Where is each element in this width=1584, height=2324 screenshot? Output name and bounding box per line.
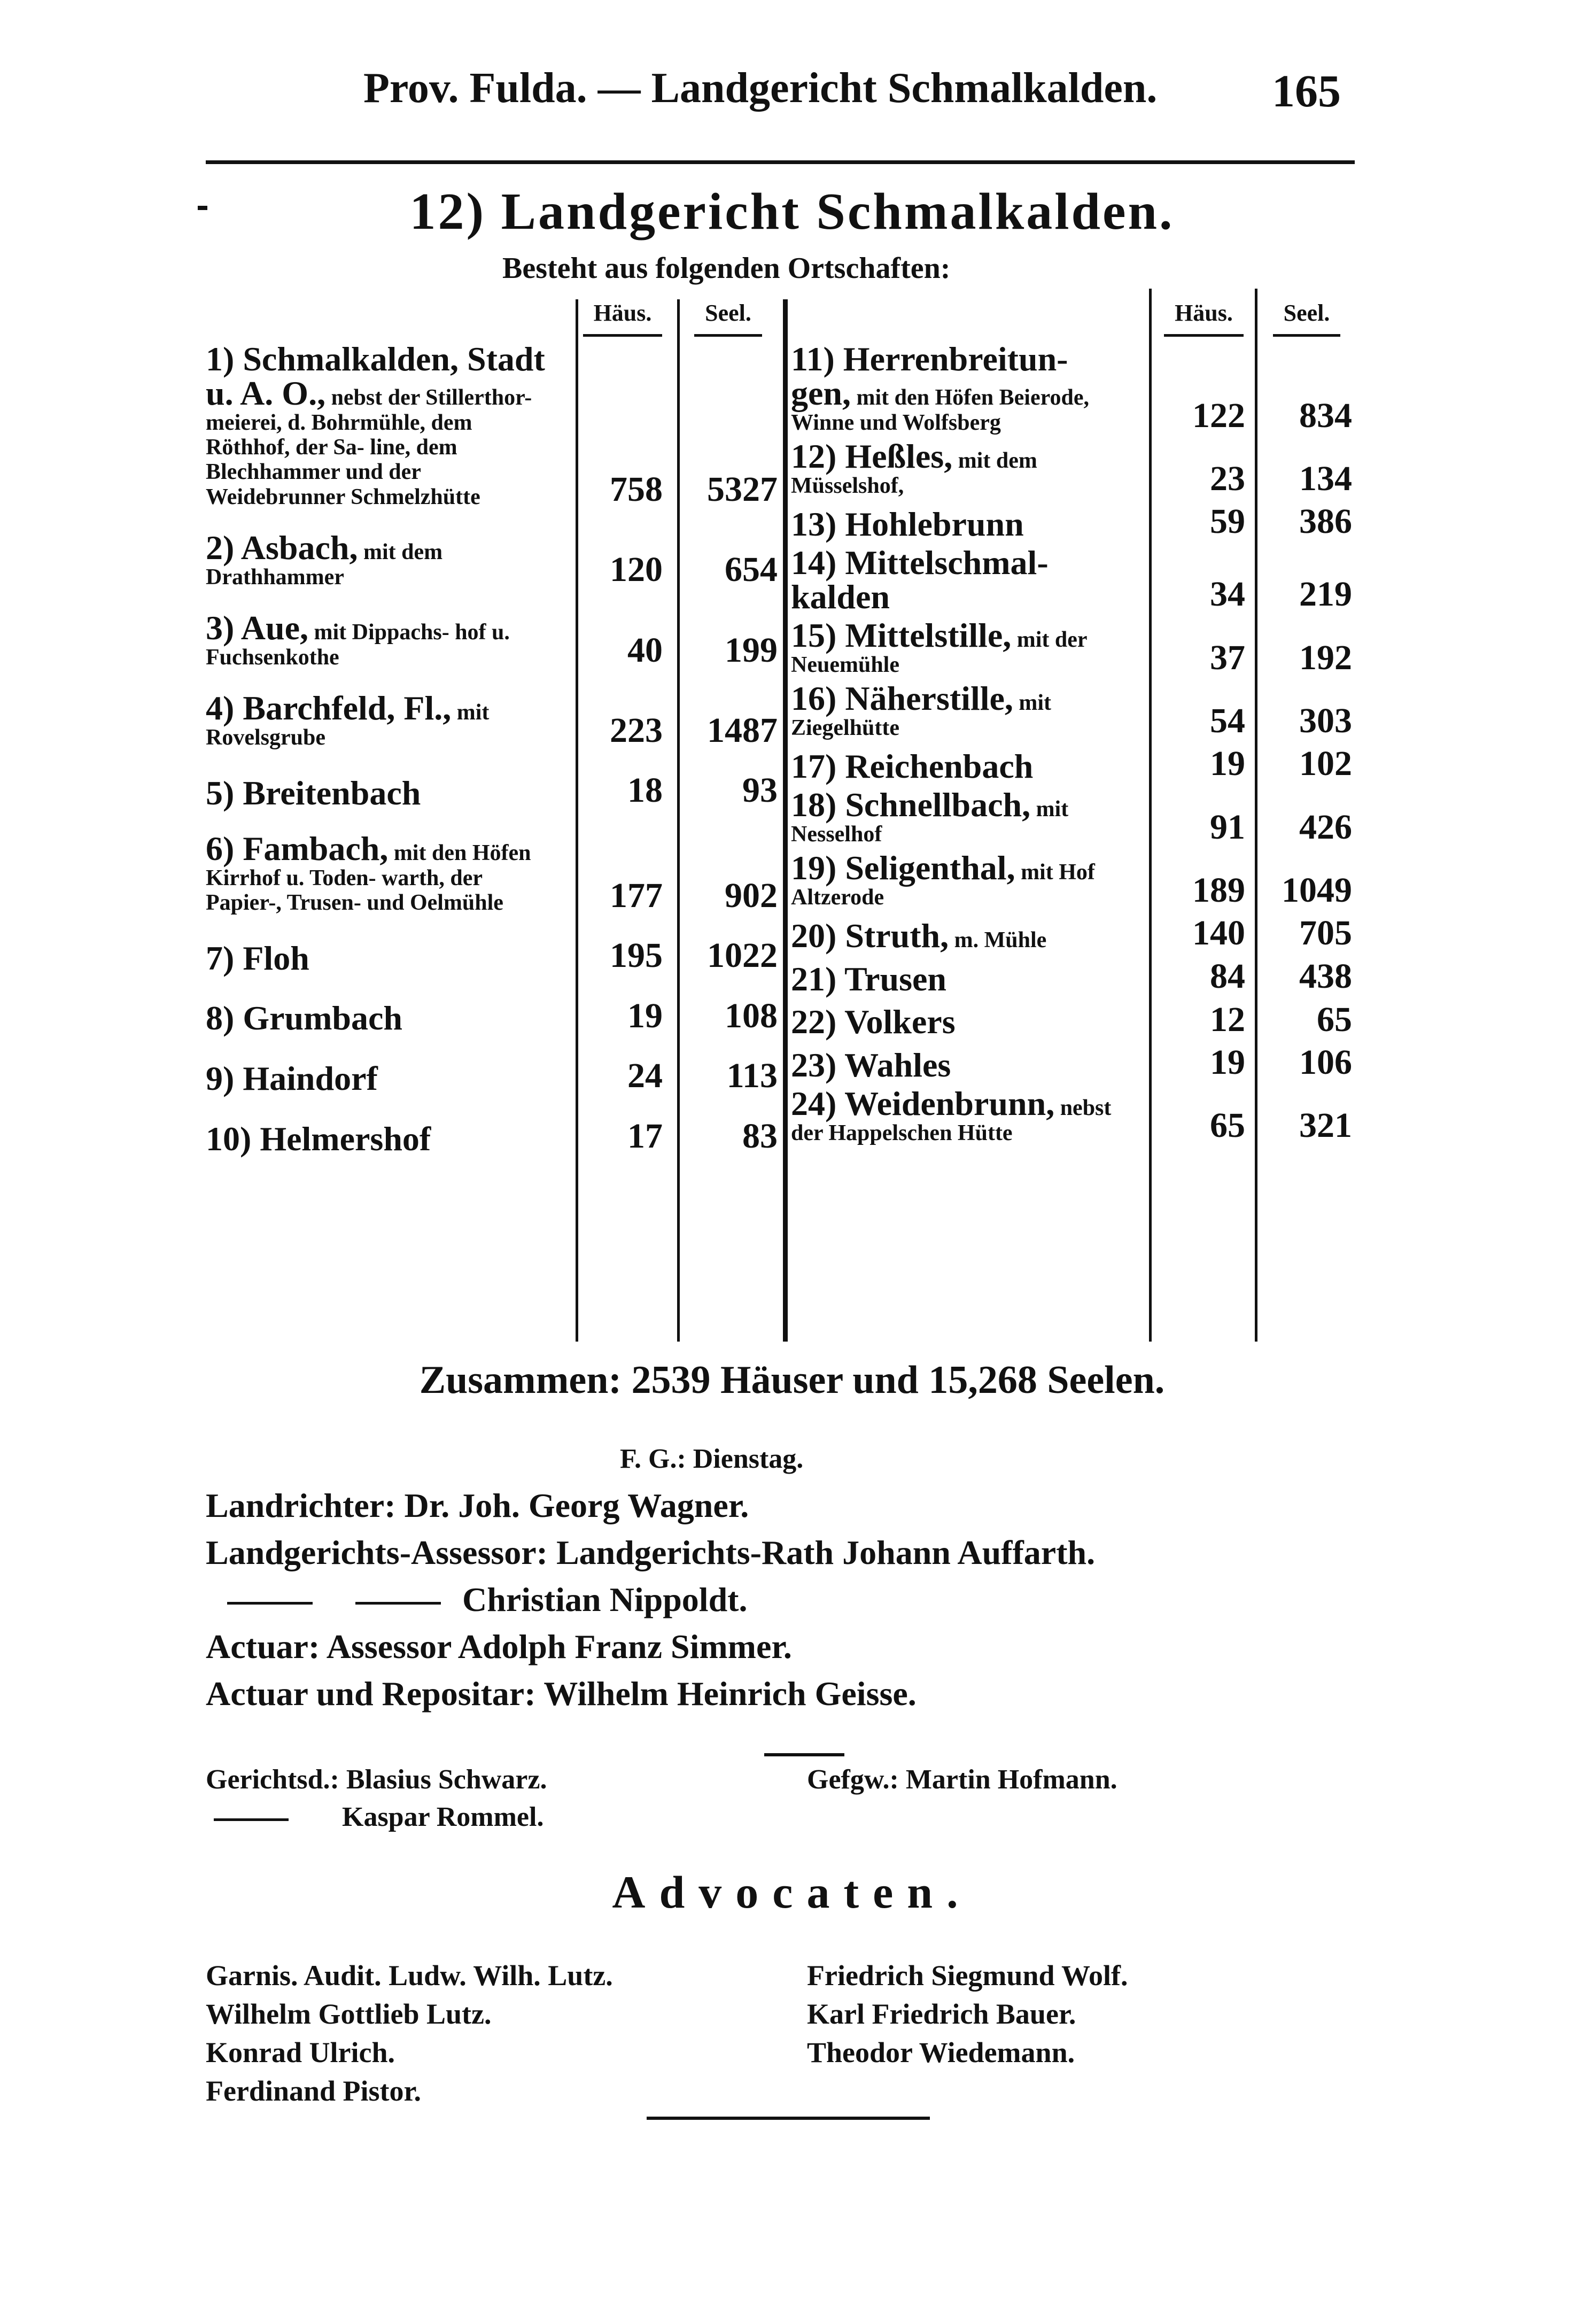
section-subtitle: Besteht aus folgenden Ortschaften:: [502, 252, 951, 285]
divider: [764, 1753, 844, 1756]
localities-table-left: [206, 299, 783, 1178]
souls-count: 438: [1299, 956, 1352, 996]
souls-count: 192: [1299, 638, 1352, 677]
table-row: [791, 342, 1357, 439]
souls-count: 303: [1299, 701, 1352, 740]
localities-table-right: [791, 299, 1357, 1150]
locality-detail: m. Mühle: [954, 927, 1047, 952]
official-line: Actuar und Repositar: Wilhelm Heinrich Geisse.: [206, 1675, 917, 1713]
souls-count: 199: [725, 630, 778, 670]
advocate: Friedrich Siegmund Wolf.: [807, 1959, 1128, 1992]
souls-count: 106: [1299, 1043, 1352, 1082]
table-header: [791, 299, 1357, 342]
official-line: Actuar: Assessor Adolph Franz Simmer.: [206, 1628, 792, 1665]
bailiff-line: Gerichtsd.: Blasius Schwarz.: [206, 1764, 547, 1795]
souls-count: 93: [742, 771, 778, 810]
total-summary: Zusammen: 2539 Häuser und 15,268 Seelen.: [419, 1358, 1165, 1402]
houses-count: 120: [610, 550, 663, 590]
table-row: [791, 914, 1357, 957]
table-row: [791, 1084, 1357, 1150]
table-row: [791, 543, 1357, 618]
locality: [206, 608, 566, 670]
locality-detail: mit den Höfen Kirrhof u. Toden- warth, der Papier-, Trusen- und Oelmühle: [206, 840, 531, 916]
locality: [791, 342, 1141, 435]
column-header-souls: Seel.: [673, 299, 783, 342]
locality: [206, 773, 566, 812]
column-rule: [1255, 289, 1257, 1342]
bailiff-line: Kaspar Rommel.: [214, 1801, 543, 1833]
advocate: Karl Friedrich Bauer.: [807, 1998, 1076, 2030]
locality-name: 4) Barchfeld, Fl.,: [206, 689, 452, 727]
table-row: [206, 608, 783, 691]
locality: [791, 1005, 1141, 1039]
table-row: [791, 745, 1357, 788]
table-row: [206, 342, 783, 531]
locality: [791, 543, 1141, 616]
houses-count: 40: [627, 630, 663, 670]
advocate: Theodor Wiedemann.: [807, 2036, 1075, 2069]
locality-detail: mit der Neuemühle: [791, 627, 1087, 677]
locality: [791, 618, 1141, 677]
locality-name: 9) Haindorf: [206, 1059, 378, 1098]
locality: [791, 916, 1141, 955]
souls-count: 1022: [707, 936, 778, 975]
locality: [791, 507, 1141, 541]
locality-name: 11) Herrenbreitun- gen,: [791, 340, 1068, 412]
houses-count: 18: [627, 771, 663, 810]
souls-count: 219: [1299, 575, 1352, 614]
locality-name: 17) Reichenbach: [791, 747, 1034, 785]
locality-detail: mit dem Müsselshof,: [791, 448, 1037, 499]
houses-count: 177: [610, 876, 663, 915]
advocate: Ferdinand Pistor.: [206, 2075, 422, 2107]
section-title: 12) Landgericht Schmalkalden.: [409, 183, 1175, 241]
houses-count: 19: [627, 996, 663, 1035]
souls-count: 654: [725, 550, 778, 590]
table-row: [791, 1001, 1357, 1044]
locality-detail: mit dem Drathhammer: [206, 539, 443, 590]
table-row: [206, 936, 783, 997]
locality-detail: nebst der Happelschen Hütte: [791, 1095, 1112, 1145]
locality-detail: mit Nesselhof: [791, 796, 1069, 847]
table-row: [791, 957, 1357, 1001]
advocate: Konrad Ulrich.: [206, 2036, 395, 2069]
locality: [791, 1084, 1141, 1145]
table-row: [206, 1057, 783, 1117]
souls-count: 102: [1299, 744, 1352, 784]
table-row: [206, 1117, 783, 1178]
locality-detail: mit Rovelsgrube: [206, 700, 490, 750]
locality: [791, 959, 1141, 998]
page-number: 165: [1272, 65, 1341, 117]
souls-count: 108: [725, 996, 778, 1035]
houses-count: 37: [1210, 638, 1245, 677]
souls-count: 113: [726, 1056, 778, 1096]
running-title: Prov. Fulda. — Landgericht Schmalkalden.: [363, 65, 1158, 112]
locality-name: 8) Grumbach: [206, 999, 402, 1037]
locality-name: 20) Struth,: [791, 916, 949, 955]
houses-count: 19: [1210, 744, 1245, 784]
locality-name: 1) Schmalkalden, Stadt u. A. O.,: [206, 340, 545, 412]
locality-name: 19) Seligenthal,: [791, 849, 1015, 887]
advocates-right: [807, 1956, 1128, 2072]
souls-count: 426: [1299, 807, 1352, 847]
locality-name: 22) Volkers: [791, 1003, 956, 1041]
locality-name: 2) Asbach,: [206, 528, 358, 567]
locality: [206, 1119, 566, 1158]
houses-count: 84: [1210, 956, 1245, 996]
souls-count: 5327: [707, 470, 778, 509]
souls-count: 1049: [1282, 870, 1352, 910]
table-row: [206, 997, 783, 1057]
houses-count: 758: [610, 470, 663, 509]
houses-count: 23: [1210, 459, 1245, 498]
advocates-title: Advocaten.: [612, 1866, 972, 1918]
locality: [791, 785, 1141, 847]
souls-count: 321: [1299, 1106, 1352, 1145]
locality: [791, 1045, 1141, 1084]
houses-count: 65: [1210, 1106, 1245, 1145]
souls-count: 83: [742, 1117, 778, 1156]
souls-count: 1487: [707, 710, 778, 750]
table-row: [791, 1043, 1357, 1087]
locality-name: 14) Mittelschmal- kalden: [791, 543, 1049, 616]
locality: [791, 439, 1141, 498]
locality-name: 3) Aue,: [206, 608, 308, 647]
table-row: [791, 502, 1357, 546]
column-rule: [677, 299, 680, 1342]
end-rule: [647, 2117, 930, 2120]
houses-count: 195: [610, 936, 663, 975]
advocates-left: [206, 1956, 613, 2110]
locality: [791, 851, 1141, 910]
souls-count: 902: [725, 876, 778, 915]
houses-count: 91: [1210, 807, 1245, 847]
souls-count: 834: [1299, 396, 1352, 435]
locality-name: 7) Floh: [206, 939, 309, 977]
houses-count: 17: [627, 1117, 663, 1156]
souls-count: 705: [1299, 913, 1352, 953]
houses-count: 19: [1210, 1043, 1245, 1082]
locality: [206, 1001, 566, 1035]
locality: [206, 691, 566, 750]
souls-count: 386: [1299, 502, 1352, 541]
locality-name: 13) Hohlebrunn: [791, 505, 1024, 543]
jailer-line: Gefgw.: Martin Hofmann.: [807, 1764, 1117, 1795]
locality-detail: mit Hof Altzerode: [791, 860, 1095, 910]
locality: [206, 342, 566, 509]
table-row: [206, 691, 783, 771]
column-rule: [783, 299, 788, 1342]
locality-detail: mit den Höfen Beierode, Winne und Wolfsberg: [791, 385, 1090, 435]
houses-count: 223: [610, 710, 663, 750]
locality-detail: mit Dippachs- hof u. Fuchsenkothe: [206, 619, 510, 670]
locality: [206, 528, 566, 590]
locality-name: 24) Weidenbrunn,: [791, 1084, 1055, 1122]
locality-name: 15) Mittelstille,: [791, 616, 1012, 654]
table-row: [791, 681, 1357, 745]
houses-count: 59: [1210, 502, 1245, 541]
table-row: [791, 618, 1357, 681]
advocate: Wilhelm Gottlieb Lutz.: [206, 1998, 492, 2030]
advocate: Garnis. Audit. Ludw. Wilh. Lutz.: [206, 1959, 613, 1992]
table-row: [206, 771, 783, 832]
table-header: [206, 299, 783, 342]
table-row: [206, 528, 783, 611]
locality-detail: nebst der Stillerthor- meierei, d. Bohrmühle, dem Röthhof, der Sa- line, dem Blechhammer und der Weidebrunner Schmelzhütte: [206, 385, 532, 509]
locality: [206, 829, 566, 916]
official-line: Landgerichts-Assessor: Landgerichts-Rath Johann Auffarth.: [206, 1533, 1096, 1571]
locality-name: 21) Trusen: [791, 959, 946, 998]
houses-count: 34: [1210, 575, 1245, 614]
official-line: Landrichter: Dr. Joh. Georg Wagner.: [206, 1486, 749, 1524]
table-row: [791, 439, 1357, 502]
locality-name: 12) Heßles,: [791, 437, 953, 476]
locality-name: 10) Helmershof: [206, 1119, 431, 1158]
table-row: [791, 851, 1357, 914]
locality-name: 23) Wahles: [791, 1045, 951, 1084]
locality-name: 6) Fambach,: [206, 829, 389, 867]
houses-count: 24: [627, 1056, 663, 1096]
locality: [206, 941, 566, 975]
column-header-souls: Seel.: [1256, 299, 1357, 342]
court-day: F. G.: Dienstag.: [620, 1444, 804, 1474]
houses-count: 140: [1192, 913, 1245, 953]
houses-count: 189: [1192, 870, 1245, 910]
locality-name: 5) Breitenbach: [206, 773, 421, 812]
souls-count: 134: [1299, 459, 1352, 498]
locality-name: 18) Schnellbach,: [791, 785, 1031, 824]
column-rule: [1149, 289, 1152, 1342]
locality: [791, 681, 1141, 740]
locality-detail: mit Ziegelhütte: [791, 691, 1052, 741]
header-rule: [206, 160, 1355, 164]
locality: [206, 1059, 566, 1098]
houses-count: 12: [1210, 1000, 1245, 1039]
table-row: [791, 785, 1357, 851]
locality: [791, 749, 1141, 784]
souls-count: 65: [1317, 1000, 1352, 1039]
table-row: [206, 829, 783, 936]
official-line: Christian Nippoldt.: [206, 1580, 747, 1620]
column-header-houses: Häus.: [572, 299, 673, 342]
houses-count: 54: [1210, 701, 1245, 740]
houses-count: 122: [1192, 396, 1245, 435]
locality-name: 16) Näherstille,: [791, 679, 1013, 718]
column-rule: [576, 299, 578, 1342]
column-header-houses: Häus.: [1152, 299, 1256, 342]
